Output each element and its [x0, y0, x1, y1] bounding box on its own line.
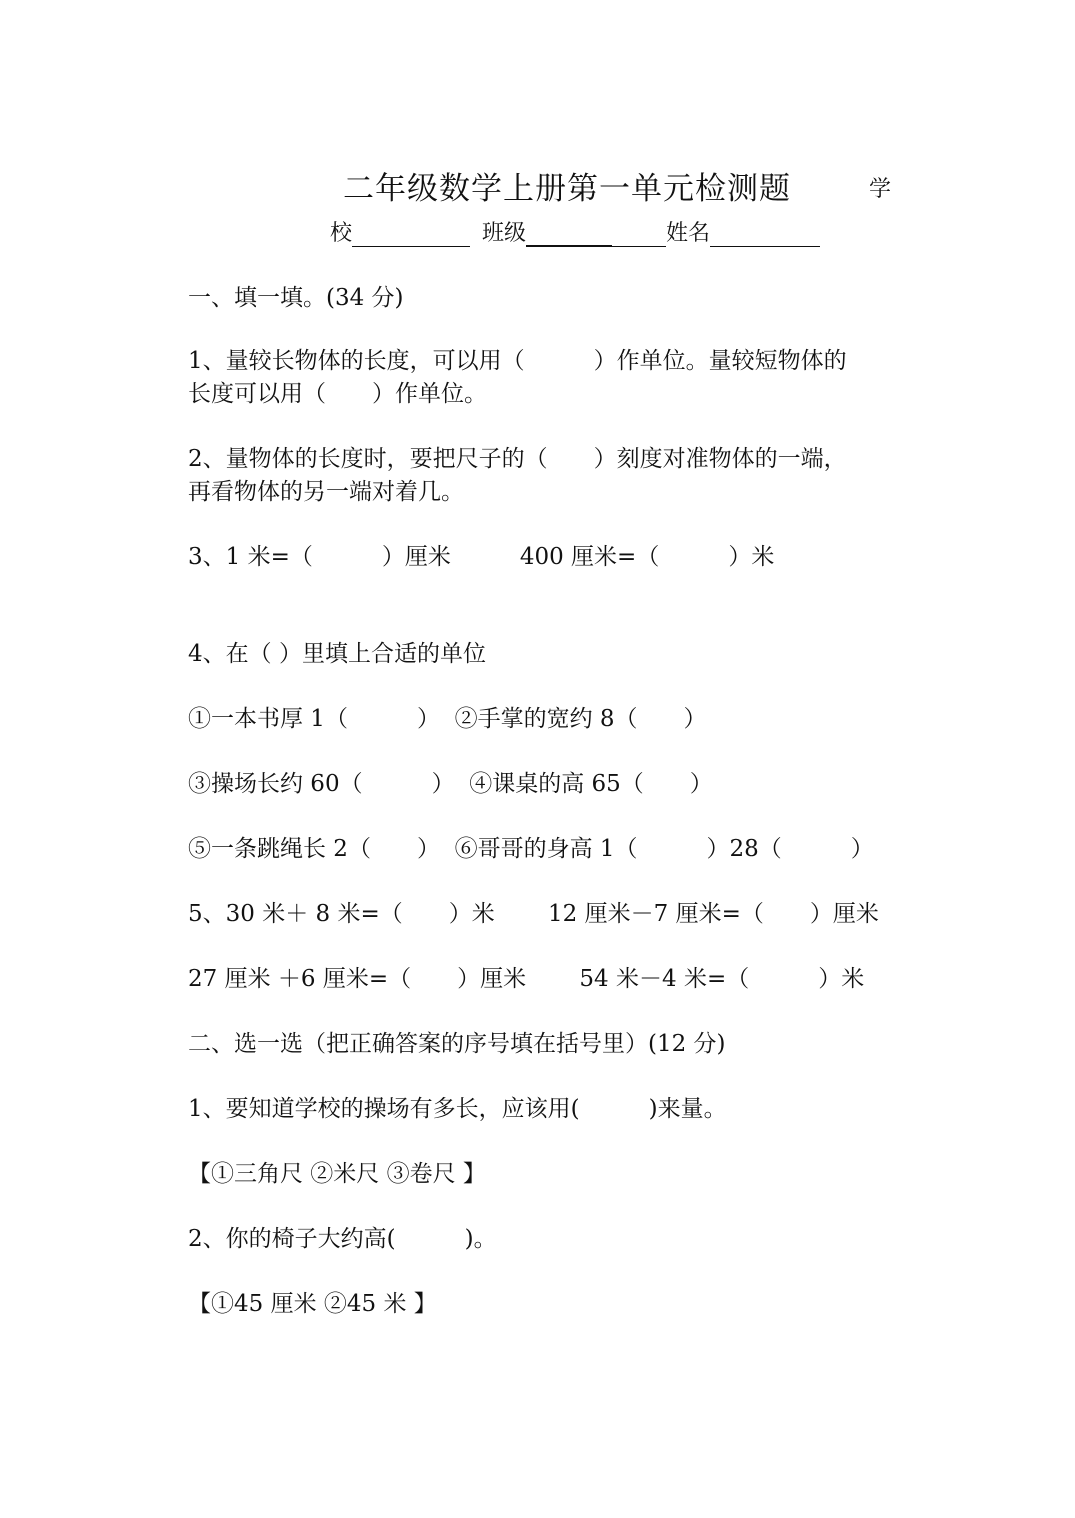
class-blank-a[interactable]	[526, 221, 612, 247]
choice-q2-options: 【①45 厘米 ②45 米 】	[188, 1291, 437, 1317]
school-label-part2: 校	[330, 221, 353, 246]
q3-line: 3、1 米=（ ）厘米 400 厘米=（ ）米	[188, 544, 775, 570]
school-label-part1: 学	[869, 177, 892, 202]
school-blank[interactable]	[352, 222, 470, 247]
student-info-line	[330, 216, 820, 247]
name-blank[interactable]	[710, 222, 820, 247]
choice-q1: 1、要知道学校的操场有多长，应该用( )来量。	[188, 1096, 727, 1122]
q4-row3: ⑤一条跳绳长 2（ ） ⑥哥哥的身高 1（ ）28（ ）	[188, 836, 874, 862]
page-title: 二年级数学上册第一单元检测题	[343, 171, 791, 207]
section2-heading: 二、选一选（把正确答案的序号填在括号里）(12 分)	[188, 1031, 726, 1057]
q2-line1: 2、量物体的长度时，要把尺子的（ ）刻度对准物体的一端，	[188, 446, 847, 472]
q5-row2: 27 厘米 ＋6 厘米=（ ）厘米 54 米－4 米=（ ）米	[188, 966, 865, 992]
q1-line1: 1、量较长物体的长度，可以用（ ）作单位。量较短物体的	[188, 348, 847, 374]
name-label: 姓名	[666, 221, 711, 246]
class-label: 班级	[482, 221, 527, 246]
q4-row1: ①一本书厚 1（ ） ②手掌的宽约 8（ ）	[188, 706, 707, 732]
q5-row1: 5、30 米＋ 8 米=（ ）米 12 厘米－7 厘米=（ ）厘米	[188, 901, 879, 927]
q2-line2: 再看物体的另一端对着几。	[188, 479, 464, 505]
choice-q1-options: 【①三角尺 ②米尺 ③卷尺 】	[188, 1161, 486, 1187]
q1-line2: 长度可以用（ ）作单位。	[188, 381, 487, 407]
q4-intro: 4、在（ ）里填上合适的单位	[188, 641, 486, 667]
q4-row2: ③操场长约 60（ ） ④课桌的高 65（ ）	[188, 771, 713, 797]
choice-q2: 2、你的椅子大约高( )。	[188, 1226, 497, 1252]
class-blank-b[interactable]	[612, 222, 666, 247]
section1-heading: 一、填一填。(34 分)	[188, 285, 404, 311]
